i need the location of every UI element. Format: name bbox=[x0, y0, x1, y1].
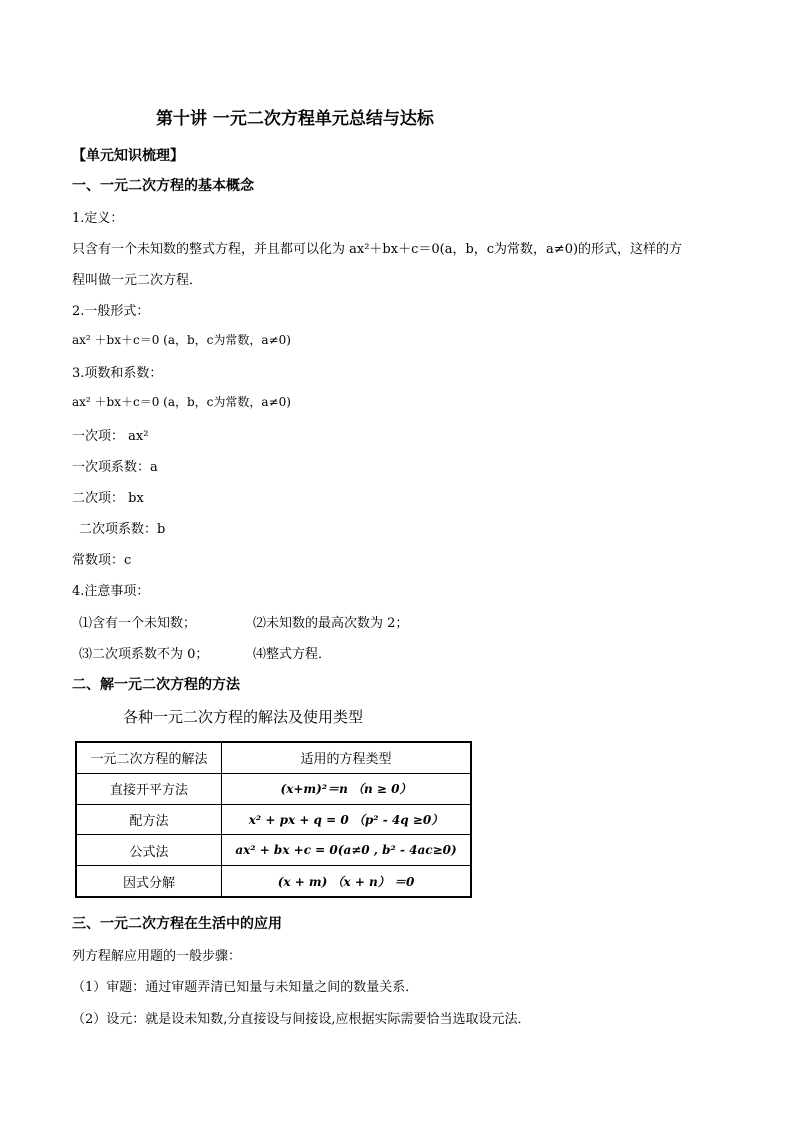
part1-heading: 一、一元二次方程的基本概念 bbox=[72, 178, 254, 194]
linear-coefficient: 二次项系数：b bbox=[79, 522, 166, 537]
terms-label: 3.项数和系数： bbox=[72, 366, 163, 381]
note-1: ⑴含有一个未知数； bbox=[79, 616, 197, 631]
quadratic-term: 一次项： ax² bbox=[72, 429, 149, 444]
table-header-row bbox=[76, 742, 471, 773]
note-2: ⑵未知数的最高次数为 2； bbox=[253, 616, 409, 631]
part3-heading: 三、一元二次方程在生活中的应用 bbox=[72, 916, 282, 932]
definition-line-2: 程叫做一元二次方程． bbox=[72, 273, 203, 288]
table-header-cell: 一元二次方程的解法 bbox=[76, 742, 222, 773]
part2-heading: 二、解一元二次方程的方法 bbox=[72, 677, 240, 693]
page-title: 第十讲 一元二次方程单元总结与达标 bbox=[156, 109, 434, 129]
notes-label: 4.注意事项： bbox=[72, 584, 150, 599]
linear-term: 二次项： bx bbox=[72, 491, 144, 506]
table-row bbox=[76, 835, 471, 866]
general-form-label: 2.一般形式： bbox=[72, 304, 150, 319]
table-row bbox=[76, 773, 471, 804]
method-name: 直接开平方法 bbox=[76, 773, 222, 804]
application-intro: 列方程解应用题的一般步骤： bbox=[72, 949, 242, 964]
method-formula: (x+m)²＝n （n ≥ 0） bbox=[222, 773, 472, 804]
section-header: 【单元知识梳理】 bbox=[72, 148, 184, 164]
definition-line-1: 只含有一个未知数的整式方程，并且都可以化为 ax²＋bx＋c＝0(a，b，c为常数，a≠0)的形式，这样的方 bbox=[72, 242, 683, 257]
note-3: ⑶二次项系数不为 0； bbox=[79, 647, 209, 662]
table-row bbox=[76, 804, 471, 835]
terms-formula: ax² ＋bx＋c＝0 (a，b，c为常数，a≠0) bbox=[72, 395, 291, 409]
method-formula: x² + px + q = 0 （p² - 4q ≥0） bbox=[222, 804, 472, 835]
table-header-cell: 适用的方程类型 bbox=[222, 742, 472, 773]
method-name: 因式分解 bbox=[76, 866, 222, 897]
method-formula: ax² + bx +c = 0(a≠0 , b² - 4ac≥0) bbox=[222, 835, 472, 866]
method-name: 配方法 bbox=[76, 804, 222, 835]
definition-label: 1.定义： bbox=[72, 211, 124, 226]
table-row bbox=[76, 866, 471, 897]
step-2: （2）设元：就是设未知数,分直接设与间接设,应根据实际需要恰当选取设元法． bbox=[72, 1012, 531, 1027]
step-1: （1）审题：通过审题弄清已知量与未知量之间的数量关系． bbox=[72, 980, 419, 995]
general-form-formula: ax² ＋bx＋c＝0 (a，b，c为常数，a≠0) bbox=[72, 333, 291, 347]
note-4: ⑷整式方程． bbox=[253, 647, 332, 662]
method-formula: (x + m) （x + n） ＝0 bbox=[222, 866, 472, 897]
methods-table bbox=[75, 741, 472, 898]
quadratic-coefficient: 一次项系数：a bbox=[72, 460, 158, 475]
method-name: 公式法 bbox=[76, 835, 222, 866]
table-caption: 各种一元二次方程的解法及使用类型 bbox=[123, 708, 364, 726]
constant-term: 常数项：c bbox=[72, 553, 132, 568]
